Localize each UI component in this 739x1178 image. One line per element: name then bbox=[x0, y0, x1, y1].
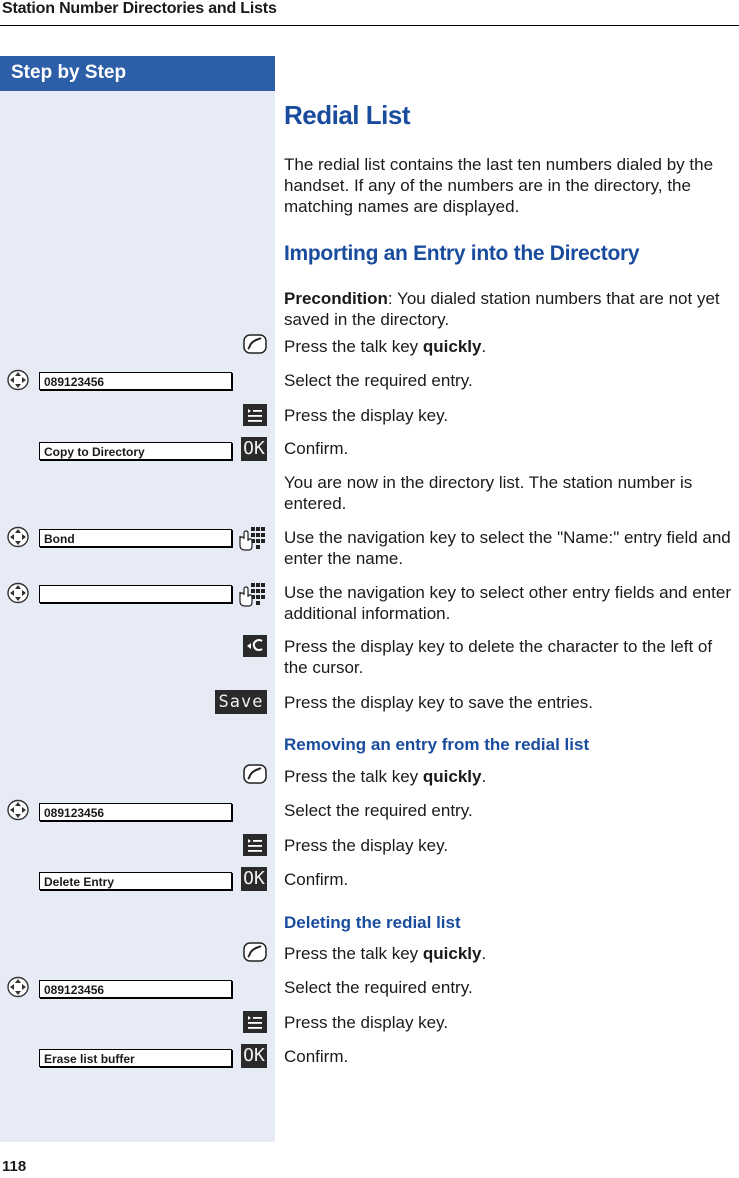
step-now-in-list: You are now in the directory list. The station number is entered. bbox=[284, 473, 693, 513]
deleting-title: Deleting the redial list bbox=[284, 913, 461, 932]
navigation-key-icon bbox=[6, 976, 30, 998]
step-by-step-header bbox=[0, 56, 275, 91]
navigation-key-icon bbox=[6, 526, 30, 548]
header-rule bbox=[0, 25, 739, 26]
ok-key[interactable]: OK bbox=[241, 867, 267, 891]
ok-key[interactable]: OK bbox=[241, 1044, 267, 1068]
display-entry-field bbox=[39, 585, 232, 603]
step-delete-char: Press the display key to delete the character to the left of the cursor. bbox=[284, 637, 713, 677]
display-number: 089123456 bbox=[39, 803, 232, 821]
step-text: . bbox=[481, 767, 487, 786]
step-text: Press the talk key bbox=[284, 944, 423, 963]
step-talk-key bbox=[284, 336, 736, 357]
page-number: 118 bbox=[2, 1158, 27, 1175]
step-save: Press the display key to save the entries. bbox=[284, 693, 593, 712]
keypad-icon bbox=[237, 582, 265, 608]
step-text: Press the talk key bbox=[284, 337, 423, 356]
step-emphasis: quickly bbox=[422, 337, 482, 356]
display-name-field: Bond bbox=[39, 529, 232, 547]
navigation-key-icon bbox=[6, 369, 30, 391]
step-emphasis: quickly bbox=[422, 767, 482, 786]
precondition-label: Precondition bbox=[284, 289, 388, 308]
save-key[interactable]: Save bbox=[215, 690, 267, 714]
step-confirm: Confirm. bbox=[284, 439, 349, 458]
step-display-key: Press the display key. bbox=[284, 406, 449, 425]
display-number: 089123456 bbox=[39, 372, 232, 390]
talk-key-icon bbox=[243, 942, 267, 962]
importing-title: Importing an Entry into the Directory bbox=[284, 242, 640, 265]
display-number: 089123456 bbox=[39, 980, 232, 998]
talk-key-icon bbox=[243, 764, 267, 784]
precondition-paragraph bbox=[284, 288, 736, 330]
step-talk-key bbox=[284, 943, 736, 964]
menu-key-icon bbox=[243, 834, 267, 856]
navigation-key-icon bbox=[6, 582, 30, 604]
intro-paragraph: The redial list contains the last ten numbers dialed by the handset. If any of the numbers are in the directory, the matching names are displayed. bbox=[284, 155, 714, 216]
removing-title: Removing an entry from the redial list bbox=[284, 735, 590, 754]
talk-key-icon bbox=[243, 334, 267, 354]
step-confirm: Confirm. bbox=[284, 870, 349, 889]
step-emphasis: quickly bbox=[422, 944, 482, 963]
backspace-key-icon[interactable] bbox=[243, 635, 267, 657]
menu-key-icon bbox=[243, 404, 267, 426]
navigation-key-icon bbox=[6, 799, 30, 821]
step-text: Press the talk key bbox=[284, 767, 423, 786]
running-header: Station Number Directories and Lists bbox=[2, 0, 277, 17]
step-display-key: Press the display key. bbox=[284, 1013, 449, 1032]
ok-key[interactable]: OK bbox=[241, 437, 267, 461]
step-other-fields: Use the navigation key to select other entry fields and enter additional information. bbox=[284, 583, 731, 623]
precondition-text: : You dialed station numbers that are not yet saved in the directory. bbox=[284, 289, 720, 329]
keypad-icon bbox=[237, 526, 265, 552]
display-erase-list-buffer: Erase list buffer bbox=[39, 1049, 232, 1067]
section-title: Redial List bbox=[284, 100, 410, 130]
step-select-entry: Select the required entry. bbox=[284, 801, 473, 820]
step-text: . bbox=[481, 337, 487, 356]
step-select-entry: Select the required entry. bbox=[284, 371, 473, 390]
step-display-key: Press the display key. bbox=[284, 836, 449, 855]
display-delete-entry: Delete Entry bbox=[39, 872, 232, 890]
step-talk-key bbox=[284, 766, 736, 787]
step-select-entry: Select the required entry. bbox=[284, 978, 473, 997]
step-by-step-title: Step by Step bbox=[11, 62, 127, 83]
menu-key-icon bbox=[243, 1011, 267, 1033]
step-text: . bbox=[481, 944, 487, 963]
step-confirm: Confirm. bbox=[284, 1047, 349, 1066]
display-copy-to-directory: Copy to Directory bbox=[39, 442, 232, 460]
step-name-field: Use the navigation key to select the "Name:" entry field and enter the name. bbox=[284, 528, 731, 568]
